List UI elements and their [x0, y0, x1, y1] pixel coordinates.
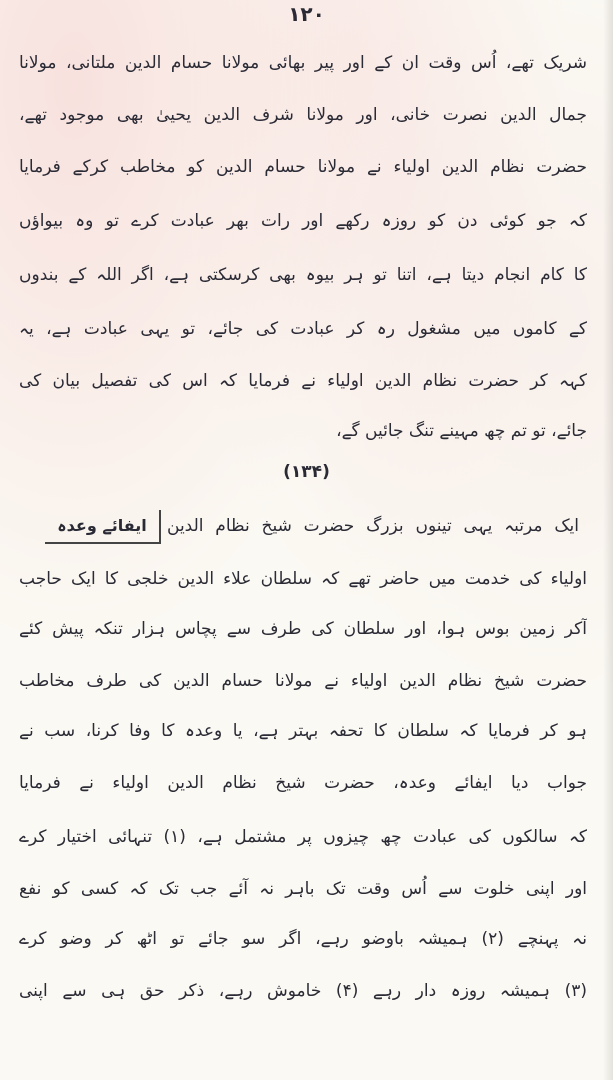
text-line: کہ سالکوں کی عبادت چھ چیزوں پر مشتمل ہے، (۱) تنہائی اختیار کرے	[19, 827, 587, 847]
text-line: اولیاء کی خدمت میں حاضر تھے کہ سلطان علاء الدین خلجی کا ایک حاجب	[19, 569, 587, 589]
text-line: ہو کر فرمایا کہ سلطان کا تحفہ بہتر ہے، یا وعدہ کا وفا کرنا، سب نے	[19, 721, 587, 741]
text-line: اور اپنی خلوت سے اُس وقت تک باہر نہ آئے جب تک کہ کسی کو نفع	[19, 879, 587, 899]
section-first-line: ایک مرتبہ یہی تینوں بزرگ حضرت شیخ نظام الدین	[167, 516, 579, 536]
paragraph-top	[19, 30, 587, 450]
text-line: حضرت شیخ نظام الدین اولیاء نے مولانا حسام الدین کی طرف مخاطب	[19, 671, 587, 691]
text-line: کہہ کر حضرت نظام الدین اولیاء نے فرمایا کہ اس کی تفصیل بیان کی	[19, 371, 587, 391]
section-number: (۱۳۴)	[283, 462, 330, 482]
text-line: جائے، تو تم چھ مہینے تنگ جائیں گے،	[336, 421, 587, 441]
text-line: جواب دیا ایفائے وعدہ، حضرت شیخ نظام الدین اولیاء نے فرمایا	[19, 773, 587, 793]
section-heading-row	[45, 506, 613, 550]
text-line: شریک تھے، اُس وقت ان کے اور پیر بھائی مولانا حسام الدین ملتانی، مولانا	[19, 53, 587, 73]
side-heading-box: ایفائے وعدہ	[45, 510, 161, 544]
text-line: (۳) ہمیشہ روزہ دار رہے (۴) خاموش رہے، ذکر حق ہی سے اپنی	[19, 981, 587, 1001]
text-line: حضرت نظام الدین اولیاء نے مولانا حسام الدین کو مخاطب کرکے فرمایا	[19, 157, 587, 177]
text-line: کا کام انجام دیتا ہے، اتنا تو ہر بیوہ بھی کرسکتی ہے، اگر اللہ کے بندوں	[19, 265, 587, 285]
paragraph-bottom	[19, 552, 587, 1072]
text-line: نہ پہنچے (۲) ہمیشہ باوضو رہے، اگر سو جائے تو اٹھ کر وضو کرے	[19, 929, 587, 949]
text-line: جمال الدین نصرت خانی، اور مولانا شرف الدین یحییٰ بھی موجود تھے،	[19, 105, 587, 125]
text-line: آکر زمین بوس ہوا، اور سلطان کی طرف سے پچاس ہزار تنکہ پیش کئے	[19, 619, 587, 639]
text-line: کہ جو کوئی دن کو روزہ رکھے اور رات بھر عبادت کرے تو وہ بیواؤں	[19, 211, 587, 231]
page-number: ۱۲۰	[288, 2, 325, 26]
text-line: کے کاموں میں مشغول رہ کر عبادت کی جائے، تو یہی عبادت ہے، یہ	[19, 319, 587, 339]
